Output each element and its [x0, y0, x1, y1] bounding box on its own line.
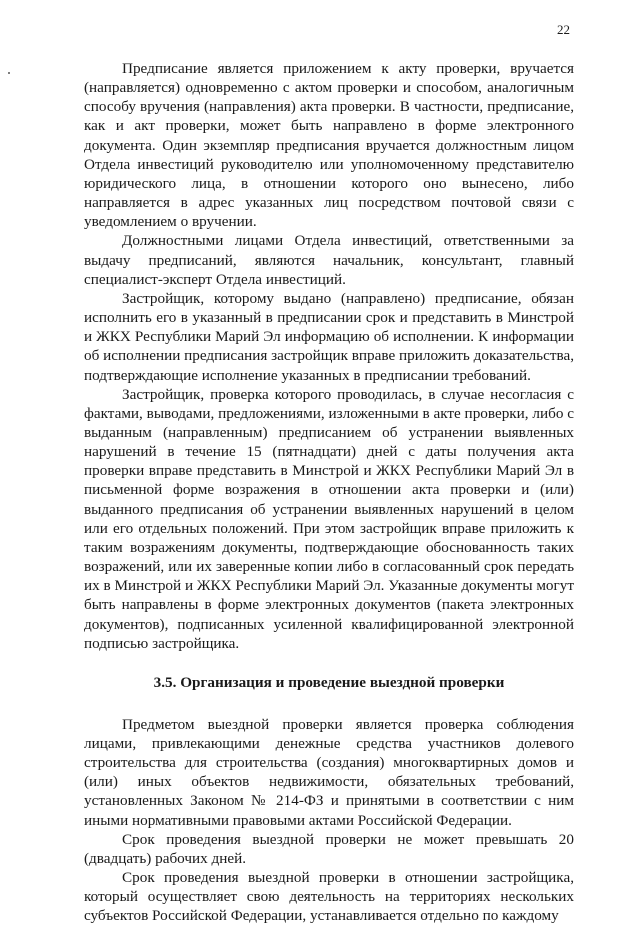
paragraph-onsite-duration: Срок проведения выездной проверки не может превышать 20 (двадцать) рабочих дней.: [84, 830, 574, 867]
page-body: [84, 59, 574, 926]
page-number: 22: [557, 22, 570, 37]
paragraph-objections: Застройщик, проверка которого проводилась, в случае несогласия с фактами, выводами, предложениями, изложенными в акте проверки, либо с выданным (направленным) предписанием об устранении выявленных нарушений в течение 15 (пятнадцати) дней с даты получения акта проверки вправе представить в Минстрой и ЖКХ Республики Марий Эл в письменной форме возражения в отношении акта проверки и (или) выданного предписания об устранении выявленных нарушений в целом или его отдельных положений. При этом застройщик вправе приложить к таким возражениям документы, подтверждающие обоснованность таких возражений, или их заверенные копии либо в согласованный срок передать их в Минстрой и ЖКХ Республики Марий Эл. Указанные документы могут быть направлены в форме электронных документов (пакета электронных документов), подписанных усиленной квалифицированной электронной подписью застройщика.: [84, 385, 574, 652]
paragraph-onsite-subject: Предметом выездной проверки является проверка соблюдения лицами, привлекающими денежные средства участников долевого строительства для строительства (создания) многоквартирных домов и (или) иных объектов недвижимости, обязательных требований, установленных Законом № 214-ФЗ и принятыми в соответствии с ним иными нормативными правовыми актами Российской Федерации.: [84, 715, 574, 829]
paragraph-onsite-multiregion: Срок проведения выездной проверки в отношении застройщика, который осуществляет свою деятельность на территориях нескольких субъектов Российской Федерации, устанавливается отдельно по каждому: [84, 869, 574, 925]
paragraph-prescription-delivery: Предписание является приложением к акту проверки, вручается (направляется) одновременно с актом проверки и способом, аналогичным способу вручения (направления) акта проверки. В частности, предписание, как и акт проверки, может быть направлено в форме электронного документа. Один экземпляр предписания вручается должностным лицом Отдела инвестиций руководителю или уполномоченному представителю юридического лица, в отношении которого оно вынесено, либо направляется в адрес указанных лиц посредством почтовой связи с уведомлением о вручении.: [84, 60, 574, 231]
paragraph-prescription-execution: Застройщик, которому выдано (направлено) предписание, обязан исполнить его в указанный в предписании срок и представить в Минстрой и ЖКХ Республики Марий Эл информацию об исполнении. К информации об исполнении предписания застройщик вправе приложить доказательства, подтверждающие исполнение указанных в предписании требований.: [84, 289, 574, 384]
section-heading: 3.5. Организация и проведение выездной проверки: [153, 673, 505, 691]
scan-artifact-dot: [8, 72, 10, 74]
paragraph-responsible-officials: Должностными лицами Отдела инвестиций, ответственными за выдачу предписаний, являются начальник, консультант, главный специалист-эксперт Отдела инвестиций.: [84, 232, 574, 288]
